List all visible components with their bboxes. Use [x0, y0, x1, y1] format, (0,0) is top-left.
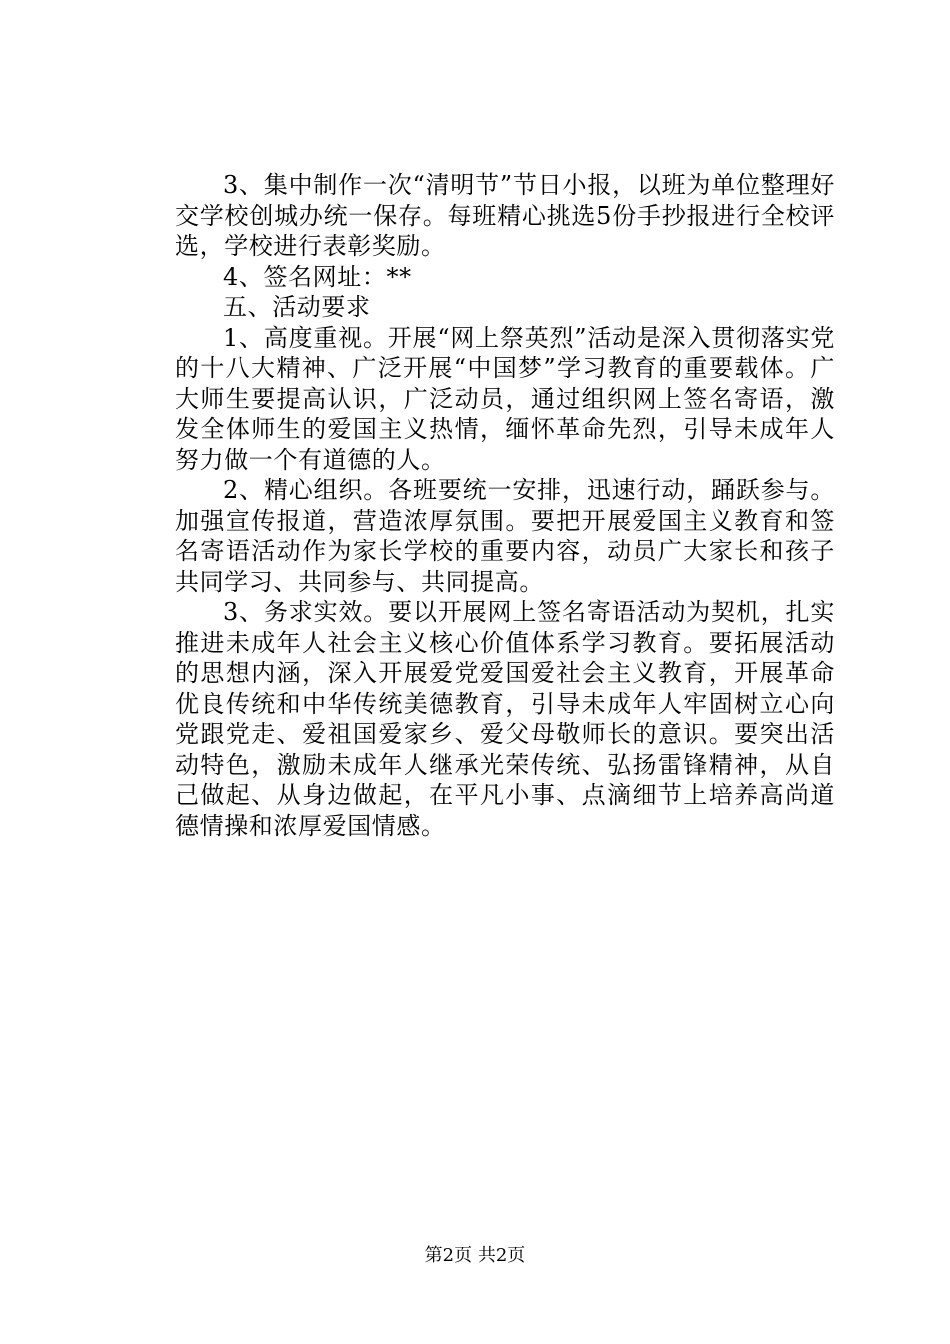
- page-number-footer: 第2页 共2页: [424, 1245, 526, 1266]
- paragraph-requirement-1: 1、高度重视。开展“网上祭英烈”活动是深入贯彻落实党的十八大精神、广泛开展“中国梦”学习教育的重要载体。广大师生要提高认识，广泛动员，通过组织网上签名寄语，激发全体师生的爱国主义热情，缅怀革命先烈，引导未成年人努力做一个有道德的人。: [175, 323, 835, 474]
- paragraph-requirement-2: 2、精心组织。各班要统一安排，迅速行动，踊跃参与。加强宣传报道，营造浓厚氛围。要把开展爱国主义教育和签名寄语活动作为家长学校的重要内容，动员广大家长和孩子共同学习、共同参与、共同提高。: [175, 476, 835, 596]
- document-body: [175, 170, 835, 841]
- paragraph-requirement-3: 3、务求实效。要以开展网上签名寄语活动为契机，扎实推进未成年人社会主义核心价值体系学习教育。要拓展活动的思想内涵，深入开展爱党爱国爱社会主义教育，开展革命优良传统和中华传统美德教育，引导未成年人牢固树立心向党跟党走、爱祖国爱家乡、爱父母敬师长的意识。要突出活动特色，激励未成年人继承光荣传统、弘扬雷锋精神，从自己做起、从身边做起，在平凡小事、点滴细节上培养高尚道德情操和浓厚爱国情感。: [175, 598, 835, 840]
- section-heading-requirements: 五、活动要求: [223, 293, 371, 321]
- paragraph-signature-url: 4、签名网址：**: [223, 262, 412, 291]
- paragraph-item-3-poster: 3、集中制作一次“清明节”节日小报，以班为单位整理好交学校创城办统一保存。每班精心挑选5份手抄报进行全校评选，学校进行表彰奖励。: [175, 171, 835, 260]
